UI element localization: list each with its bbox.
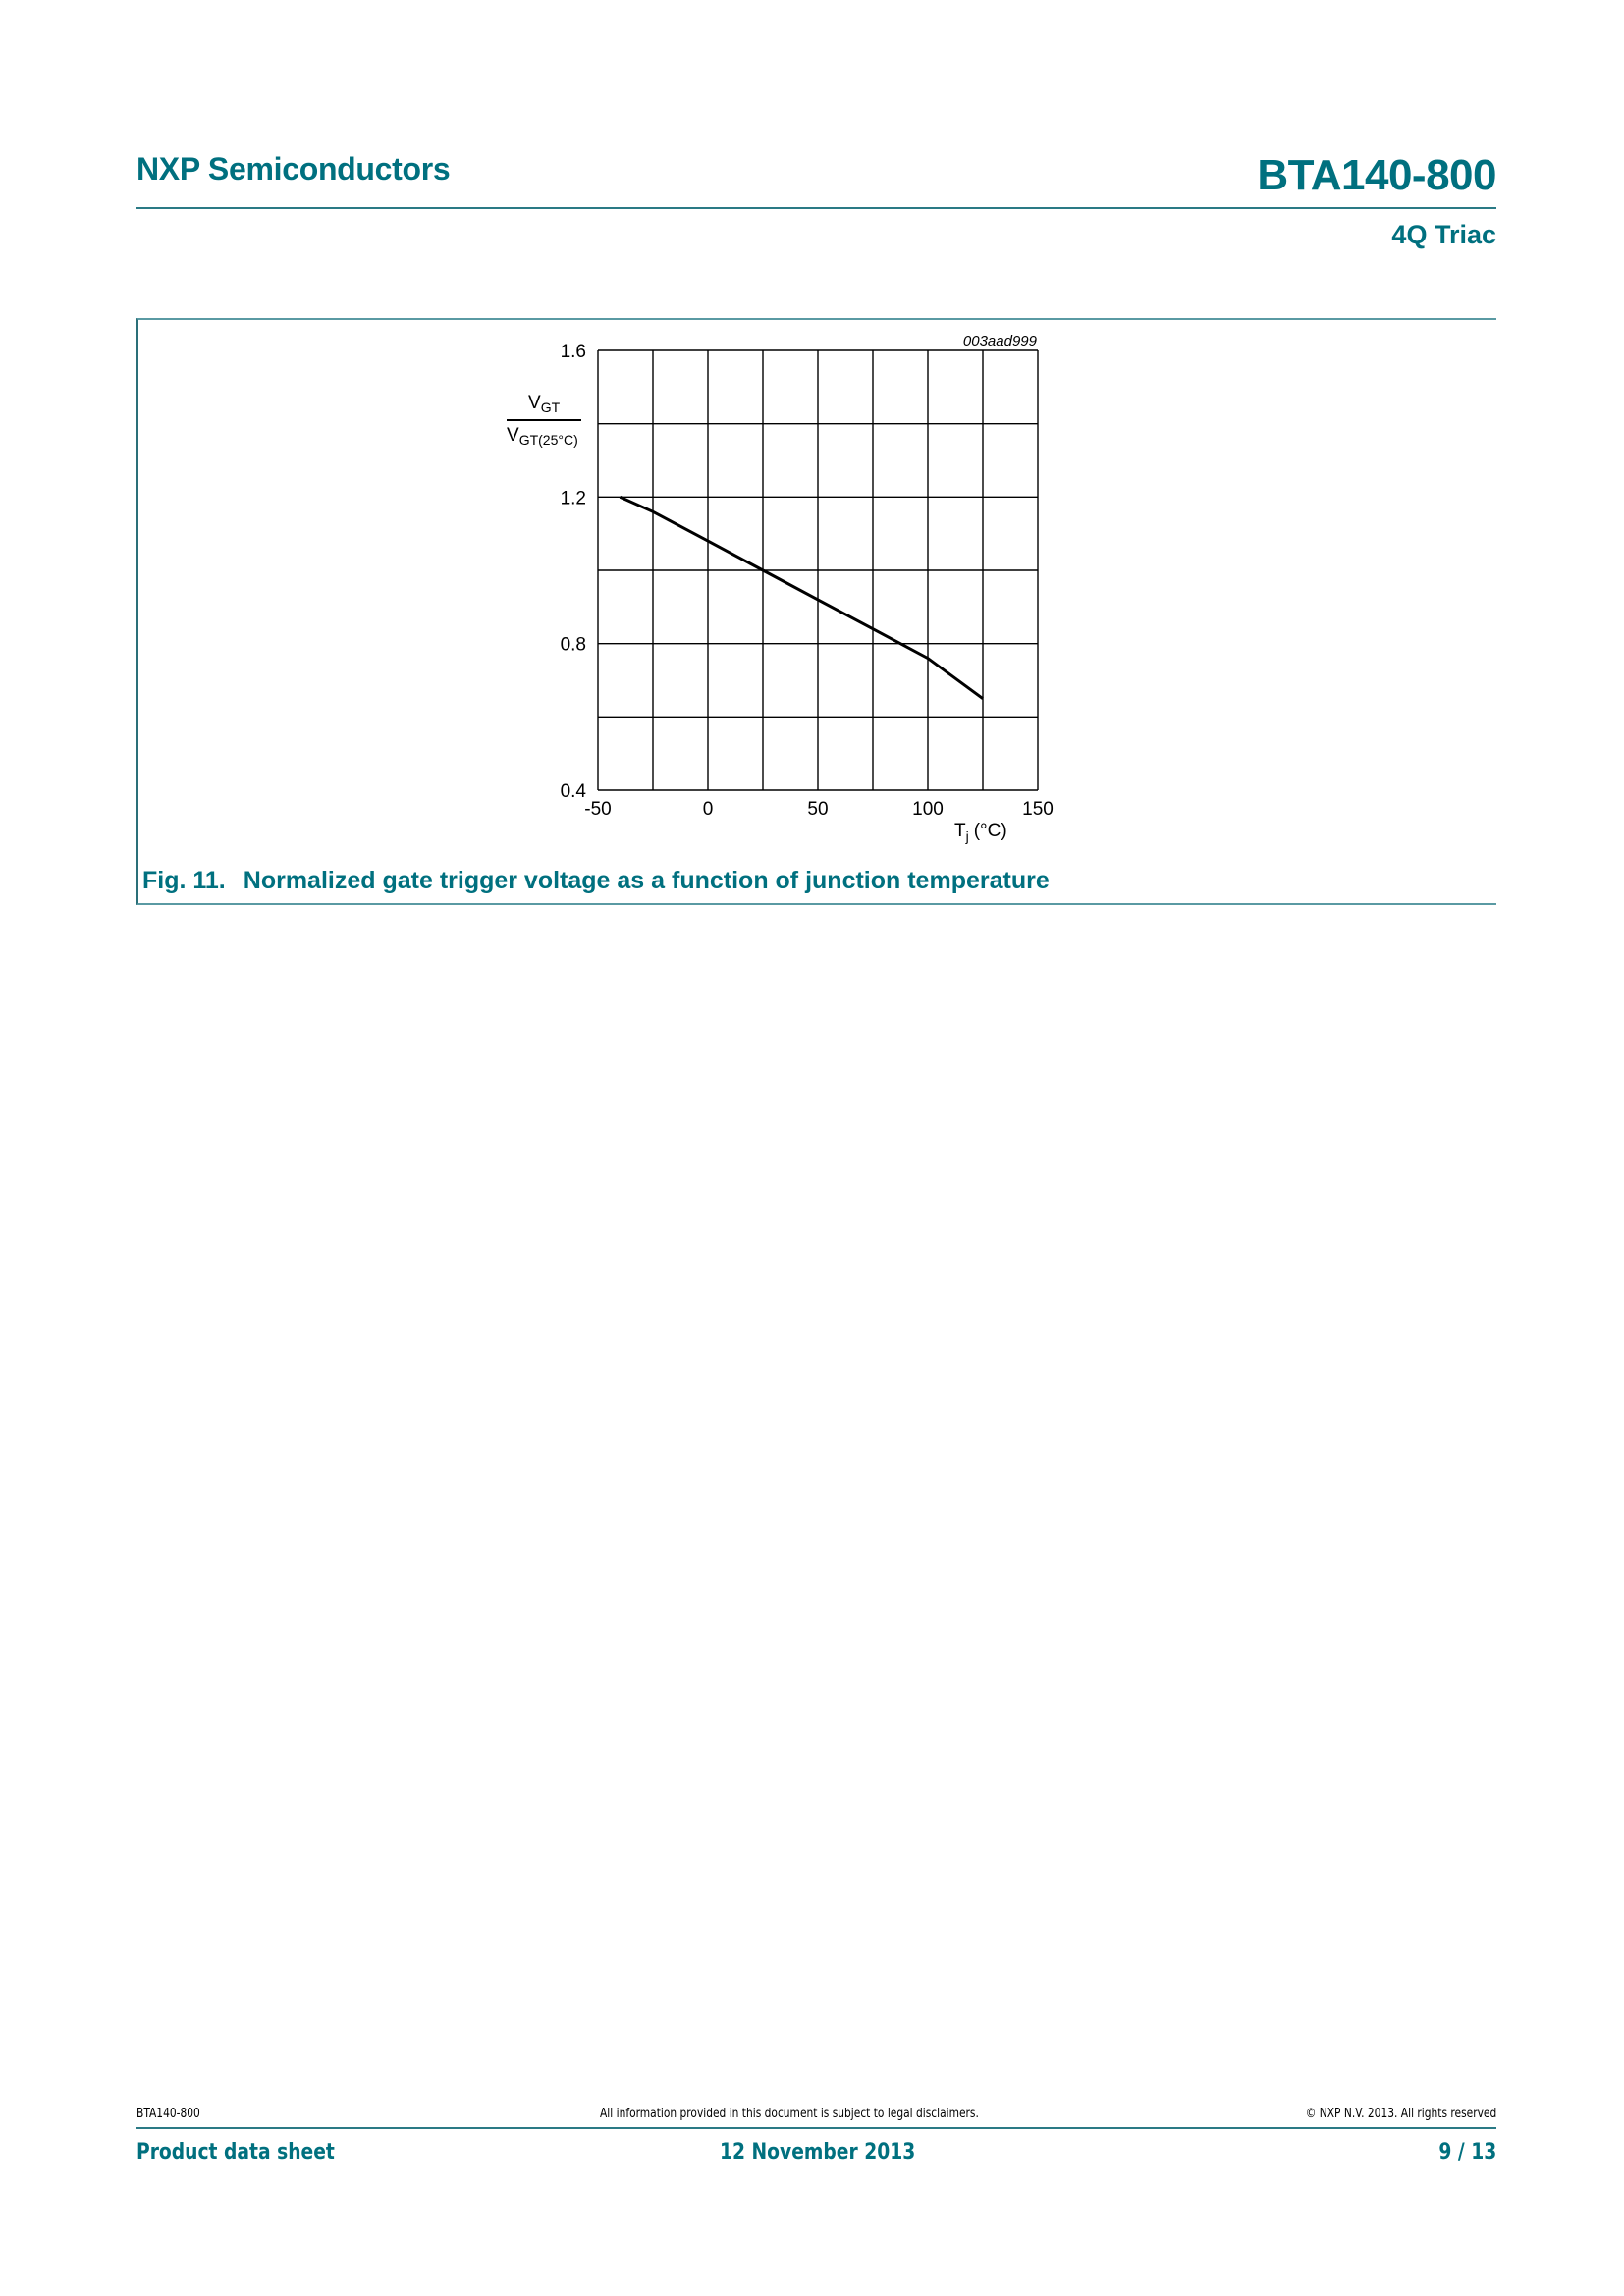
y-axis-ticks xyxy=(561,342,587,802)
y-tick-label: 1.2 xyxy=(560,488,586,509)
x-tick-label: 50 xyxy=(807,799,829,820)
x-axis-ticks xyxy=(584,799,1054,820)
x-tick-label: -50 xyxy=(584,799,612,820)
x-tick-label: 100 xyxy=(912,799,944,820)
y-tick-label: 0.8 xyxy=(560,634,586,656)
product-subtitle: 4Q Triac xyxy=(1391,220,1496,249)
footer-date: 12 November 2013 xyxy=(720,2140,916,2164)
svg-text:VGT: $V_{GT}$ xyxy=(528,393,561,415)
figure-caption-text: Normalized gate trigger voltage as a function of junction temperature xyxy=(243,867,1050,894)
x-axis-label xyxy=(954,821,1007,844)
company-name: NXP Semiconductors xyxy=(136,151,451,187)
svg-text:VGT(25°C): $V_{GT(25^\circ C)}$ xyxy=(507,425,578,448)
svg-text:Tj(°C): $T_j$ (°C) xyxy=(954,821,1007,844)
footer-copyright: © NXP N.V. 2013. All rights reserved xyxy=(1305,2107,1496,2121)
figure-code: 003aad999 xyxy=(962,333,1037,349)
footer-doc-id: BTA140-800 xyxy=(136,2107,200,2121)
footer-doc-type: Product data sheet xyxy=(136,2140,335,2164)
x-tick-label: 0 xyxy=(702,799,714,820)
y-tick-label: 1.6 xyxy=(560,342,586,362)
footer-page-number: 9 / 13 xyxy=(1438,2140,1496,2164)
product-title: BTA140-800 xyxy=(1257,151,1496,199)
chart-grid xyxy=(598,350,1038,790)
footer-divider xyxy=(136,2127,1496,2129)
chart xyxy=(0,0,1624,883)
y-axis-label xyxy=(507,393,581,448)
x-tick-label: 150 xyxy=(1022,799,1054,820)
footer-disclaimer: All information provided in this document is subject to legal disclaimers. xyxy=(600,2107,979,2121)
figure-caption xyxy=(142,867,1050,895)
y-tick-label: 0.4 xyxy=(560,781,586,802)
figure-number: Fig. 11. xyxy=(142,867,226,894)
